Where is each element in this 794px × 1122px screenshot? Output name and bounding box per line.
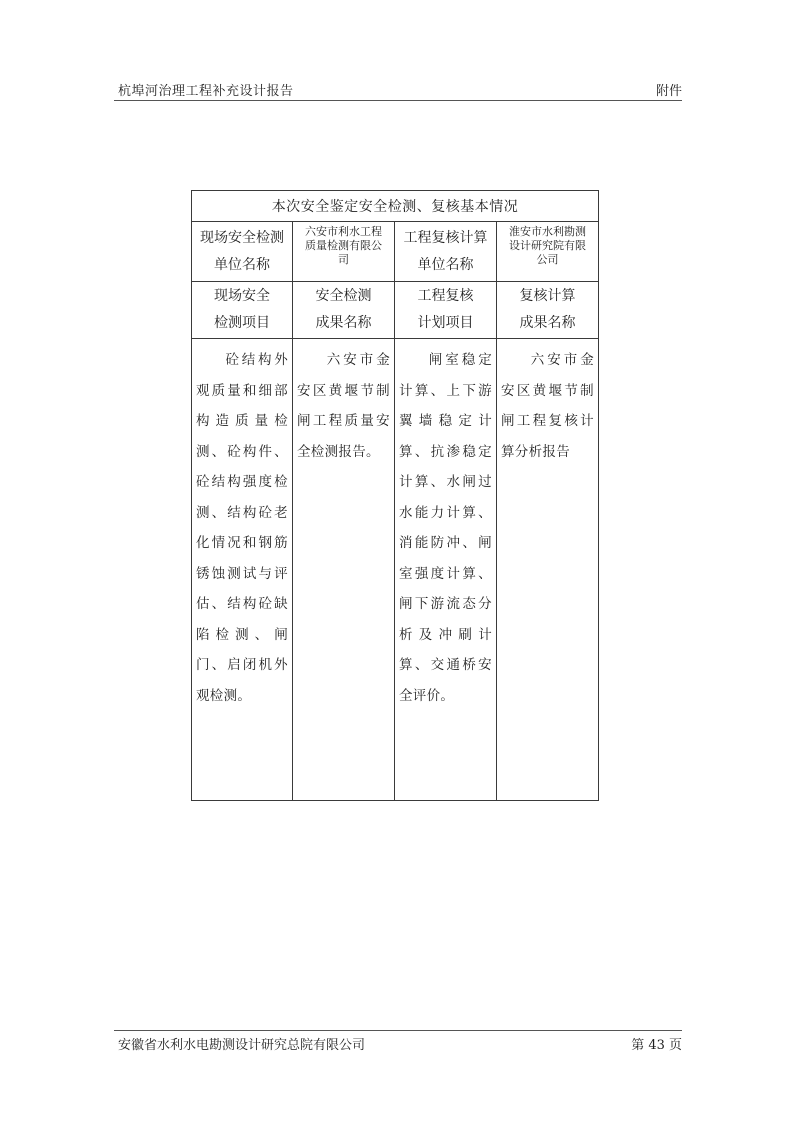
section-label: 附件 (655, 84, 682, 99)
review-unit-label: 工程复核计算 单位名称 (395, 222, 497, 282)
company-name: 安徽省水利水电勘测设计研究总院有限公司 (118, 1038, 366, 1053)
inspection-items-content (192, 339, 293, 801)
inspection-unit-value: 六安市利水工程 质量检测有限公 司 (293, 222, 395, 282)
review-items-text: 闸室稳定计算、上下游翼墙稳定计算、抗渗稳定计算、水闸过水能力计算、消能防冲、闸室强度计算、闸下游流态分析及冲刷计算、交通桥安全评价。 (399, 352, 492, 704)
review-items-content (395, 339, 497, 801)
table-title-row (192, 191, 599, 222)
review-items-label: 工程复核 计划项目 (395, 282, 497, 339)
footer-divider (114, 1030, 682, 1031)
table-title: 本次安全鉴定安全检测、复核基本情况 (192, 191, 599, 222)
inspection-summary-table (191, 190, 599, 801)
inspection-result-label: 安全检测 成果名称 (293, 282, 395, 339)
review-unit-value: 淮安市水利勘测 设计研究院有限 公司 (497, 222, 599, 282)
review-result-content (497, 339, 599, 801)
page-number: 第 43 页 (631, 1038, 682, 1053)
header-divider (114, 100, 682, 101)
inspection-items-text: 砼结构外观质量和细部构造质量检测、砼构件、砼结构强度检测、结构砼老化情况和钢筋锈蚀测试与评估、结构砼缺陷检测、闸门、启闭机外观检测。 (196, 352, 288, 704)
table-row-items (192, 282, 599, 339)
inspection-items-label: 现场安全 检测项目 (192, 282, 293, 339)
document-title: 杭埠河治理工程补充设计报告 (118, 84, 294, 99)
table-row-units (192, 222, 599, 282)
inspection-result-content (293, 339, 395, 801)
review-result-label: 复核计算 成果名称 (497, 282, 599, 339)
inspection-result-text: 六安市金安区黄堰节制闸工程质量安全检测报告。 (297, 352, 390, 460)
review-result-text: 六安市金安区黄堰节制闸工程复核计算分析报告 (501, 352, 594, 460)
table-row-content (192, 339, 599, 801)
inspection-unit-label: 现场安全检测 单位名称 (192, 222, 293, 282)
